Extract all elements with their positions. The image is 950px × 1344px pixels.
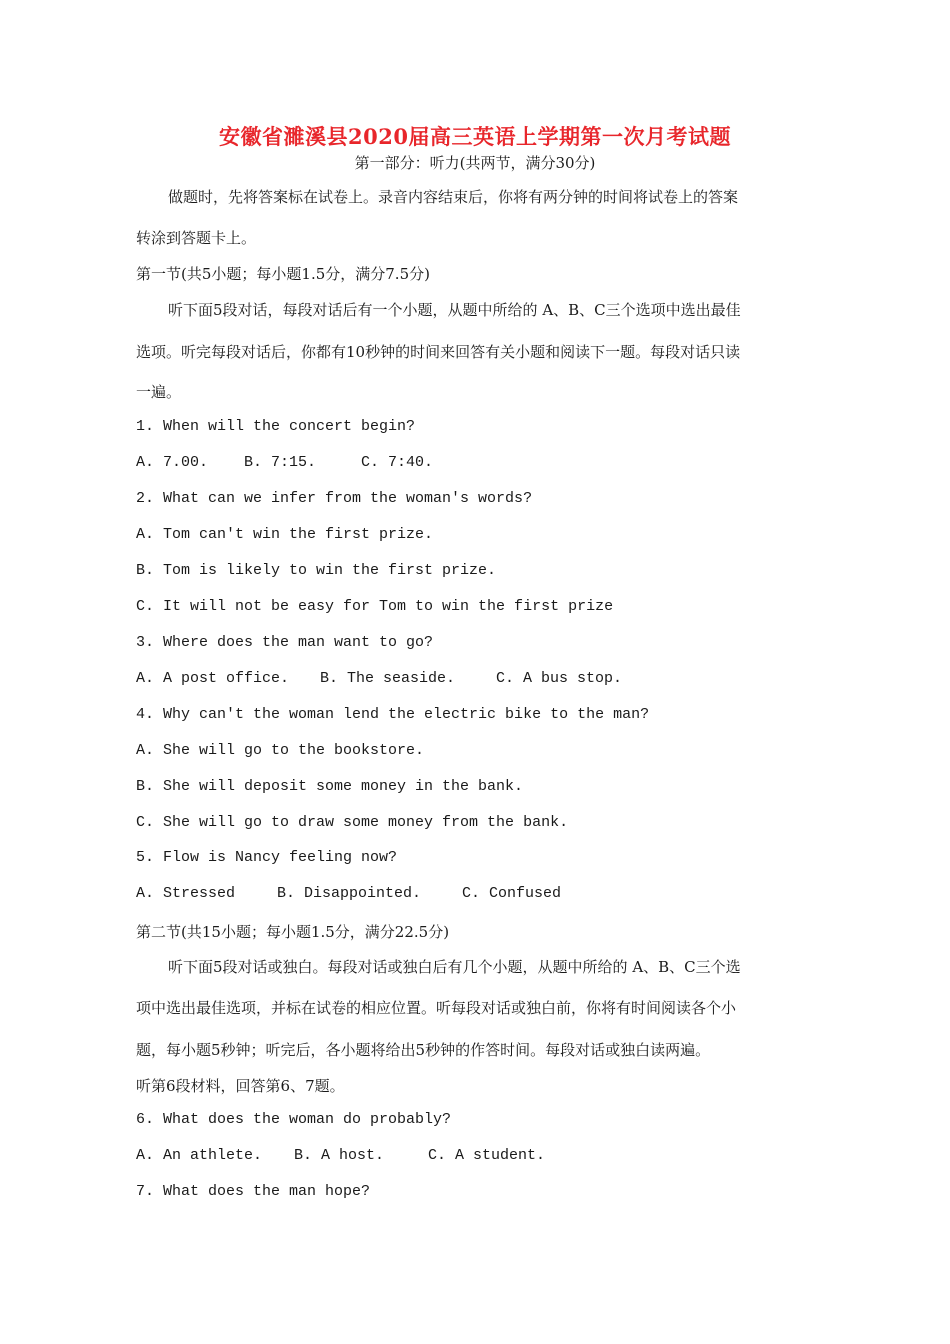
option-a: A. A post office. (136, 670, 290, 687)
section1-heading: 第一节(共5小题；每小题1.5分，满分7.5分) (136, 265, 430, 283)
section2-heading: 第二节(共15小题；每小题1.5分，满分22.5分) (136, 923, 450, 941)
option-c: C. A bus stop. (496, 670, 623, 687)
option-c: C. 7:40. (361, 454, 434, 471)
document-title: 安徽省濉溪县2020届高三英语上学期第一次月考试题 (219, 124, 731, 149)
section1-instruction-2: 选项。听完每段对话后，你都有10秒钟的时间来回答有关小题和阅读下一题。每段对话只读 (136, 343, 741, 361)
question-7: 7. What does the man hope? (136, 1183, 371, 1200)
section1-instruction-1: 听下面5段对话，每段对话后有一个小题，从题中所给的 A、B、C三个选项中选出最佳 (168, 301, 741, 319)
option-a: A. Stressed (136, 885, 236, 902)
question-5: 5. Flow is Nancy feeling now? (136, 849, 398, 866)
intro-line-2: 转涂到答题卡上。 (136, 229, 257, 247)
part-heading: 第一部分：听力(共两节，满分30分) (354, 154, 596, 172)
question-1: 1. When will the concert begin? (136, 418, 416, 435)
section2-instruction-3: 题，每小题5秒钟；听完后，各小题将给出5秒钟的作答时间。每段对话或独白读两遍。 (136, 1041, 711, 1059)
section2-instruction-2: 项中选出最佳选项，并标在试卷的相应位置。听每段对话或独白前，你将有时间阅读各个小 (136, 999, 737, 1017)
question-3: 3. Where does the man want to go? (136, 634, 434, 651)
question-2-option-c: C. It will not be easy for Tom to win the first prize (136, 598, 614, 615)
question-4: 4. Why can't the woman lend the electric bike to the man? (136, 706, 650, 723)
question-5-options (136, 885, 561, 902)
option-b: B. 7:15. (244, 454, 317, 471)
section1-instruction-3: 一遍。 (136, 383, 182, 401)
option-c: C. Confused (462, 885, 562, 902)
option-c: C. A student. (428, 1147, 546, 1164)
question-4-option-c: C. She will go to draw some money from the bank. (136, 814, 569, 831)
intro-line-1: 做题时，先将答案标在试卷上。录音内容结束后，你将有两分钟的时间将试卷上的答案 (168, 188, 739, 206)
question-2: 2. What can we infer from the woman's words? (136, 490, 533, 507)
option-a: A. 7.00. (136, 454, 209, 471)
option-a: A. An athlete. (136, 1147, 263, 1164)
question-2-option-b: B. Tom is likely to win the first prize. (136, 562, 497, 579)
section2-instruction-1: 听下面5段对话或独白。每段对话或独白后有几个小题，从题中所给的 A、B、C三个选 (168, 958, 741, 976)
material-note: 听第6段材料，回答第6、7题。 (136, 1077, 345, 1095)
question-4-option-b: B. She will deposit some money in the bank. (136, 778, 524, 795)
question-1-options (136, 454, 433, 471)
question-4-option-a: A. She will go to the bookstore. (136, 742, 425, 759)
question-2-option-a: A. Tom can't win the first prize. (136, 526, 434, 543)
question-6: 6. What does the woman do probably? (136, 1111, 452, 1128)
option-b: B. The seaside. (320, 670, 456, 687)
question-3-options (136, 670, 622, 687)
option-b: B. A host. (294, 1147, 385, 1164)
option-b: B. Disappointed. (277, 885, 422, 902)
question-6-options (136, 1147, 545, 1164)
